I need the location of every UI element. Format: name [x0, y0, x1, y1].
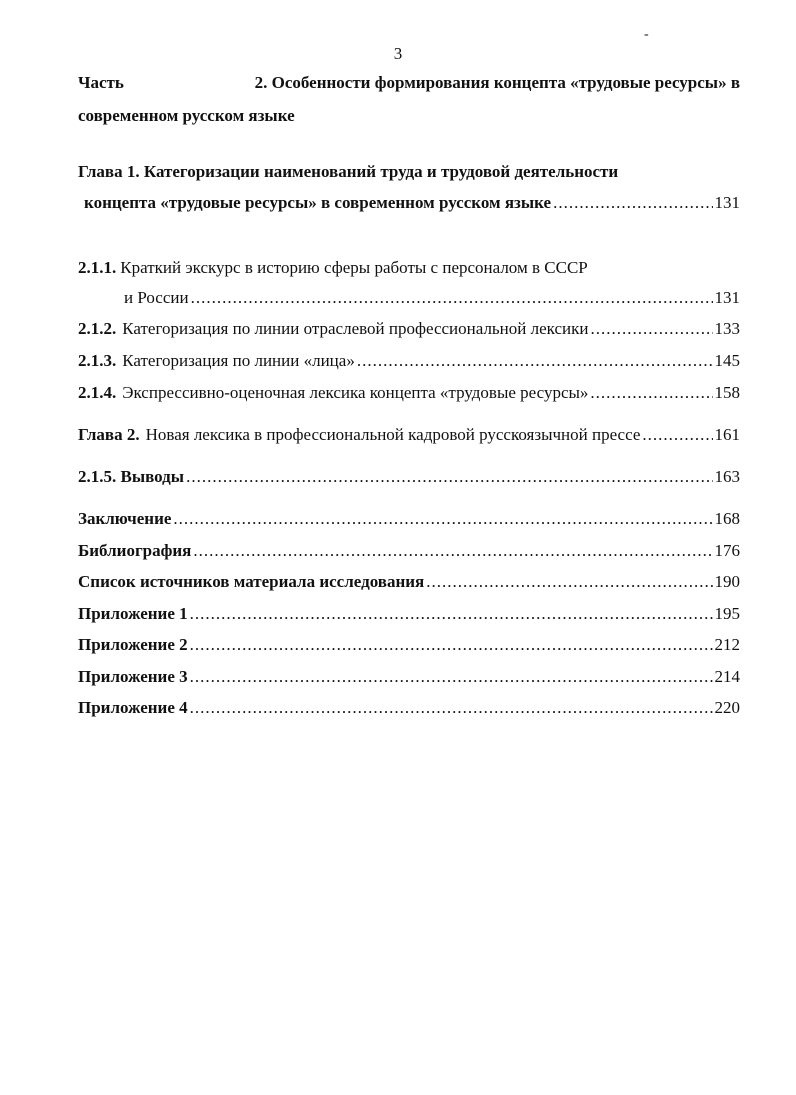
page-ref: 195	[714, 604, 740, 623]
leader-dots	[590, 380, 712, 406]
leader-dots	[190, 601, 713, 627]
page-ref: 161	[714, 425, 740, 444]
chapter-title: Новая лексика в профессиональной кадровой русскоязычной прессе	[145, 425, 641, 444]
leader-dots	[426, 569, 712, 595]
leader-dots	[357, 348, 713, 374]
section-number: 2.1.3.	[78, 351, 117, 370]
page-ref: 190	[714, 572, 740, 591]
page-number: 3	[393, 44, 403, 63]
toc-entry-appendix-3[interactable]	[78, 664, 740, 690]
part-title-line1: 2. Особенности формирования концепта «трудовые ресурсы» в	[254, 73, 740, 92]
leader-dots	[591, 316, 713, 342]
toc-entry-chapter1[interactable]	[84, 190, 740, 216]
toc-entry-appendix-2[interactable]	[78, 632, 740, 658]
toc-entry-2-1-3[interactable]	[78, 348, 740, 374]
entry-title: Библиография	[78, 541, 192, 560]
part-label: Часть	[78, 73, 124, 92]
entry-title: Заключение	[78, 509, 172, 528]
toc-entry-2-1-4[interactable]	[78, 380, 740, 406]
section-number: 2.1.2.	[78, 319, 117, 338]
corner-mark: -	[644, 27, 649, 42]
page-ref: 220	[714, 698, 740, 717]
section-title-cont: и России	[124, 288, 189, 307]
leader-dots	[193, 538, 712, 564]
page-ref: 133	[714, 319, 740, 338]
section-number: 2.1.4.	[78, 383, 117, 402]
leader-dots	[173, 506, 712, 532]
page-ref: 131	[714, 193, 740, 212]
entry-title: Приложение 1	[78, 604, 188, 623]
page-ref: 163	[714, 467, 740, 486]
toc-entry-2-1-2[interactable]	[78, 316, 740, 342]
page-ref: 145	[714, 351, 740, 370]
page-ref: 212	[714, 635, 740, 654]
toc-entry-sources-list[interactable]	[78, 569, 740, 595]
toc-entry-bibliografiya[interactable]	[78, 538, 740, 564]
page-ref: 214	[714, 667, 740, 686]
leader-dots	[642, 422, 712, 448]
chapter1-heading-line2: концепта «трудовые ресурсы» в современном русском языке	[84, 193, 552, 212]
section-title: Категоризация по линии «лица»	[122, 351, 355, 370]
leader-dots	[191, 285, 713, 311]
page-ref: 168	[714, 509, 740, 528]
entry-title: Приложение 2	[78, 635, 188, 654]
toc-entry-chapter2[interactable]	[78, 422, 740, 448]
toc-entry-appendix-1[interactable]	[78, 601, 740, 627]
page-ref: 158	[714, 383, 740, 402]
part-heading-line1	[78, 66, 740, 99]
part-title-line2: современном русском языке	[78, 106, 295, 125]
section-title: Экспрессивно-оценочная лексика концепта «трудовые ресурсы»	[122, 383, 589, 402]
chapter1-heading-line1: Глава 1. Категоризации наименований труда и трудовой деятельности	[78, 162, 619, 181]
entry-title: Приложение 3	[78, 667, 188, 686]
part-heading	[78, 66, 740, 132]
section-title: 2.1.5. Выводы	[78, 467, 185, 486]
leader-dots	[190, 632, 713, 658]
section-title: Краткий экскурс в историю сферы работы с персоналом в СССР	[120, 258, 588, 277]
section-number: 2.1.1.	[78, 258, 117, 277]
page-ref: 131	[714, 288, 740, 307]
chapter-number: Глава 2.	[78, 425, 140, 444]
entry-title: Список источников материала исследования	[78, 572, 425, 591]
toc-entry-2-1-1-line1[interactable]	[78, 255, 588, 281]
toc-entry-conclusions[interactable]	[78, 464, 740, 490]
page-ref: 176	[714, 541, 740, 560]
toc-entry-appendix-4[interactable]	[78, 695, 740, 721]
section-title: Категоризация по линии отраслевой профессиональной лексики	[122, 319, 589, 338]
leader-dots	[553, 190, 712, 216]
toc-entry-zaklyuchenie[interactable]	[78, 506, 740, 532]
leader-dots	[190, 664, 713, 690]
toc-entry-2-1-1-line2[interactable]	[124, 285, 740, 311]
leader-dots	[186, 464, 712, 490]
leader-dots	[190, 695, 713, 721]
entry-title: Приложение 4	[78, 698, 188, 717]
